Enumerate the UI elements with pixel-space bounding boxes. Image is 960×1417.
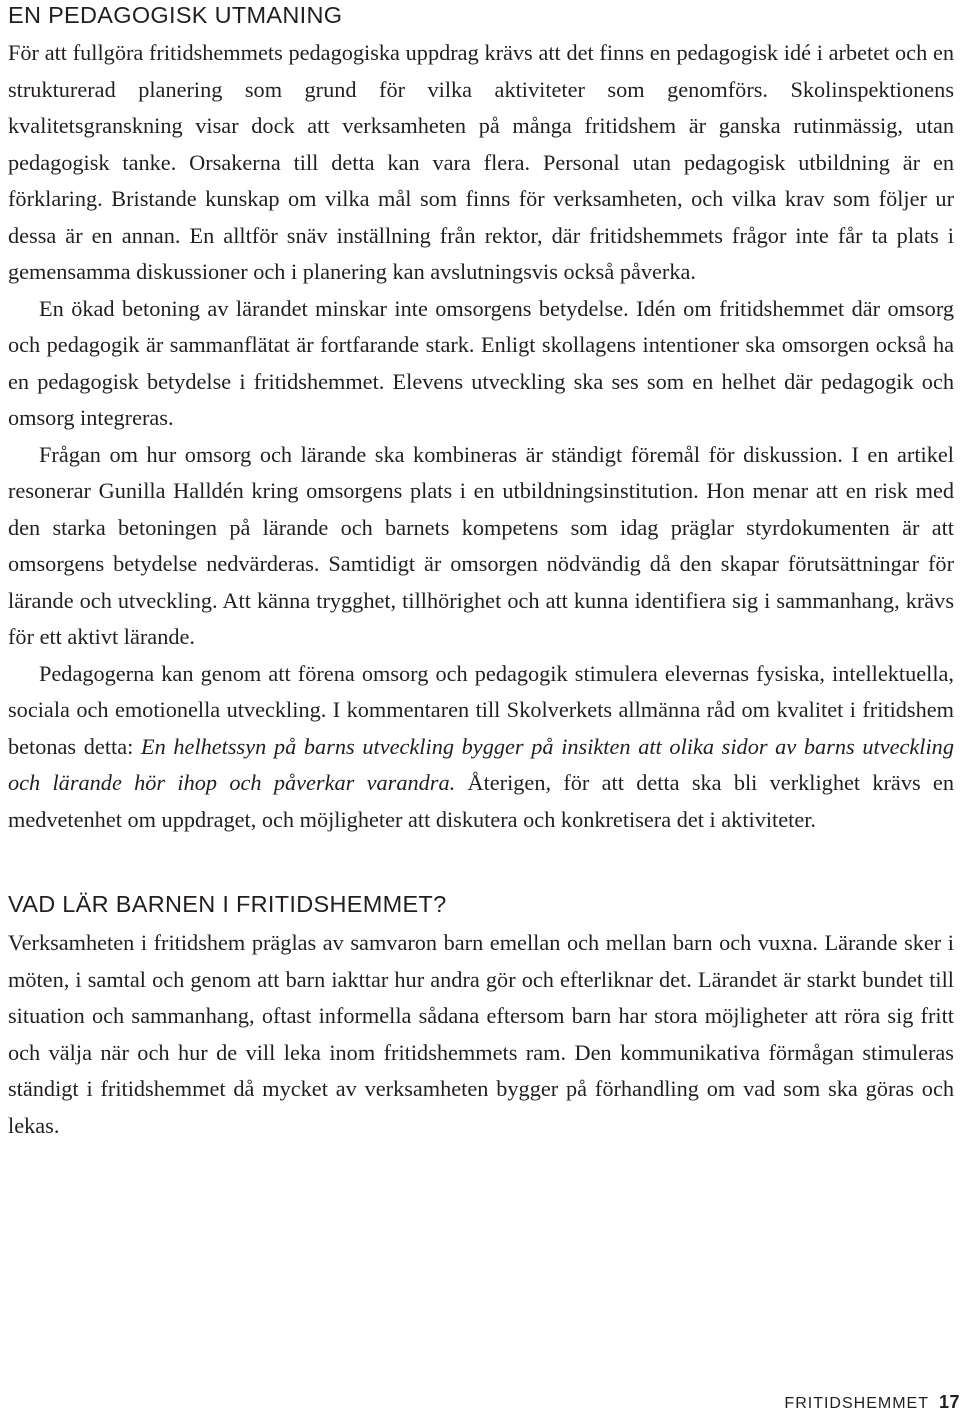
section-heading: EN PEDAGOGISK UTMANING [8, 2, 343, 28]
body-paragraph: Verksamheten i fritidshem präglas av samvaron barn emellan och mellan barn och vuxna. Lärande sker i möten, i samtal och genom att barn iakttar hur andra gör och efterliknar det. Lärandet är starkt bundet till situation och sammanhang, oftast informella sådana eftersom barn har stora möjligheter att röra sig fritt och välja när och hur de vill leka inom fritidshemmets ram. Den kommunikativa förmågan stimuleras ständigt i fritidshemmet då mycket av verksamheten bygger på förhandling om vad som ska göras och lekas. [8, 930, 954, 1138]
body-paragraph-with-quote [8, 656, 954, 839]
body-paragraph: Frågan om hur omsorg och lärande ska kombineras är ständigt föremål för diskussion. I en artikel resonerar Gunilla Halldén kring omsorgens plats i en utbildningsinstitution. Hon menar att en risk med den starka betoningen på lärande och barnets kompetens som idag präglar styrdokumenten är att omsorgens betydelse nedvärderas. Samtidigt är omsorgen nödvändig då den skapar förutsättningar för lärande och utveckling. Att känna trygghet, tillhörighet och att kunna identifiera sig i sammanhang, krävs för ett aktivt lärande. [8, 441, 954, 649]
body-paragraph: En ökad betoning av lärandet minskar inte omsorgens betydelse. Idén om fritidshemmet där omsorg och pedagogik är sammanflätat är fortfarande stark. Enligt skollagens intentioner ska omsorgen också ha en pedagogisk betydelse i fritidshemmet. Elevens utveckling ska ses som en helhet där pedagogik och omsorg integreras. [8, 295, 954, 430]
paragraph-text: Återigen, för att detta ska bli verklighet krävs en medvetenhet om uppdraget, och möjligheter att diskutera och konkretisera det i aktiviteter. [8, 770, 954, 832]
page-content [8, 0, 954, 1145]
body-paragraph: För att fullgöra fritidshemmets pedagogiska uppdrag krävs att det finns en pedagogisk idé i arbetet och en strukturerad planering som grund för vilka aktiviteter som genomförs. Skolinspektionens kvalitetsgranskning visar dock att verksamheten på många fritidshem är ganska rutinmässig, utan pedagogisk tanke. Orsakerna till detta kan vara flera. Personal utan pedagogisk utbildning är en förklaring. Bristande kunskap om vilka mål som finns för verksamheten, och vilka krav som följer ur dessa är en annan. En alltför snäv inställning från rektor, där fritidshemmets frågor inte får ta plats i gemensamma diskussioner och i planering kan avslutningsvis också påverka. [8, 40, 954, 284]
page-number: 17 [938, 1392, 960, 1412]
quote-text: En helhetssyn på barns utveckling bygger på insikten att olika sidor av barns utveckling och lärande hör ihop och påverkar varandra. [8, 733, 954, 795]
section-heading: VAD LÄR BARNEN I FRITIDSHEMMET? [8, 891, 447, 917]
paragraph-text: Pedagogerna kan genom att förena omsorg och pedagogik stimulera elevernas fysiska, intellektuella, sociala och emotionella utveckling. I kommentaren till Skolverkets allmänna råd om kvalitet i fritidshem betonas detta: [8, 660, 954, 759]
running-title: FRITIDSHEMMET [784, 1395, 929, 1412]
page-footer [784, 1392, 960, 1413]
